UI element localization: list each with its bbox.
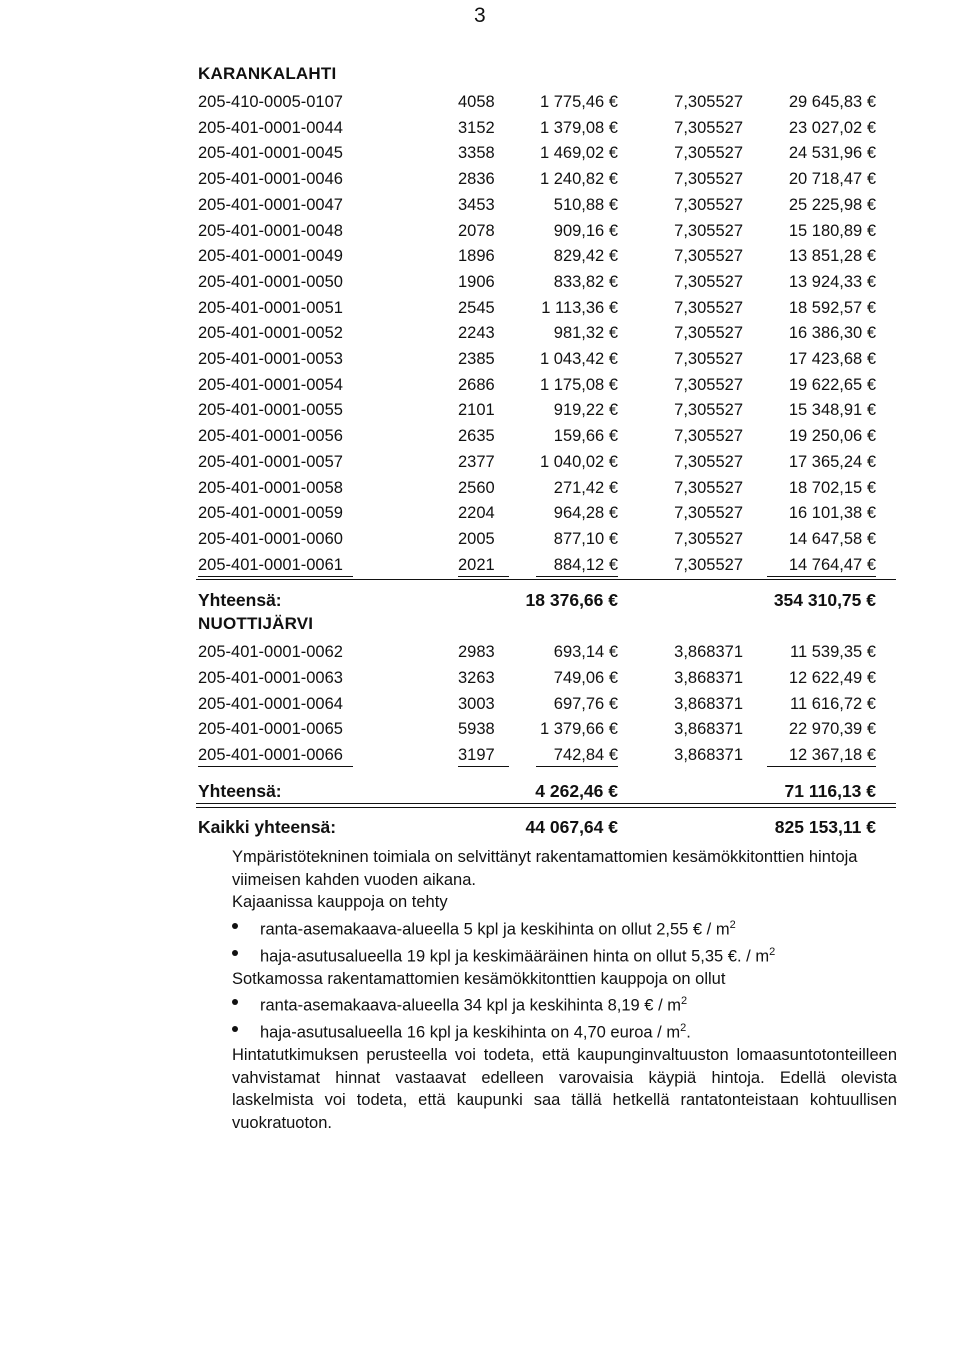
table-row [0, 746, 960, 768]
value: 15 180,89 € [788, 221, 876, 240]
table-row [0, 324, 960, 346]
area-m2: 2635 [458, 427, 495, 446]
property-id: 205-401-0001-0054 [198, 375, 343, 394]
table-row [0, 669, 960, 691]
value: 14 647,58 € [788, 529, 876, 548]
bullet-item [232, 941, 897, 968]
grand-total-row [0, 817, 960, 839]
price: 1 240,82 € [540, 170, 618, 189]
price: 1 113,36 € [541, 298, 618, 317]
bullet-item [232, 914, 897, 941]
coefficient: 7,305527 [674, 401, 743, 420]
price: 697,76 € [553, 694, 618, 713]
coefficient: 7,305527 [674, 195, 743, 214]
area-m2: 1896 [458, 247, 495, 266]
area-m2: 4058 [458, 93, 495, 111]
grand-total-label: Kaikki yhteensä: [198, 816, 337, 837]
property-id: 205-401-0001-0065 [198, 720, 343, 739]
value: 17 423,68 € [788, 350, 876, 368]
bullet-suffix: . [686, 1023, 691, 1042]
table-row [0, 530, 960, 552]
superscript: 2 [769, 945, 776, 958]
bullet-text: ranta-asemakaava-alueella 5 kpl ja keskihinta on ollut 2,55 € / m [260, 920, 730, 938]
table-row [0, 556, 960, 578]
coefficient: 3,868371 [674, 643, 743, 662]
total-price: 4 262,46 € [535, 780, 618, 801]
property-id: 205-410-0005-0107 [198, 93, 343, 111]
value: 12 622,49 € [788, 669, 876, 687]
bullet-dot-icon [232, 999, 238, 1005]
total-value: 71 116,13 € [784, 780, 876, 801]
value: 25 225,98 € [788, 195, 876, 214]
table-row [0, 479, 960, 501]
property-id: 205-401-0001-0056 [198, 427, 343, 446]
table-row [0, 222, 960, 244]
coefficient: 7,305527 [674, 504, 743, 523]
coefficient: 7,305527 [674, 427, 743, 446]
price: 271,42 € [553, 478, 618, 497]
area-m2: 2836 [458, 170, 495, 189]
coefficient: 3,868371 [674, 694, 743, 713]
coefficient: 3,868371 [674, 669, 743, 687]
coefficient: 7,305527 [674, 93, 743, 111]
area-m2: 2101 [458, 401, 495, 420]
total-price: 18 376,66 € [525, 590, 618, 611]
section-title: NUOTTIJÄRVI [198, 614, 314, 634]
price: 749,06 € [553, 669, 618, 687]
bullet-dot-icon [232, 1026, 238, 1032]
area-m2: 3263 [458, 669, 495, 687]
coefficient: 7,305527 [674, 350, 743, 368]
property-id: 205-401-0001-0062 [198, 643, 343, 662]
area-m2: 3003 [458, 694, 495, 713]
property-id: 205-401-0001-0059 [198, 504, 343, 523]
value: 20 718,47 € [788, 170, 876, 189]
property-id: 205-401-0001-0061 [198, 556, 353, 577]
kajaani-list [232, 914, 897, 968]
price: 833,82 € [553, 272, 618, 291]
coefficient: 7,305527 [674, 170, 743, 189]
property-id: 205-401-0001-0053 [198, 350, 343, 368]
property-id: 205-401-0001-0063 [198, 669, 343, 687]
value: 12 367,18 € [767, 746, 876, 767]
value: 11 539,35 € [790, 643, 876, 662]
table-row [0, 273, 960, 295]
bullet-dot-icon [232, 950, 238, 956]
value: 18 592,57 € [788, 298, 876, 317]
bullet-item [232, 1017, 897, 1044]
area-m2: 2021 [458, 556, 509, 577]
table-row [0, 453, 960, 475]
table-row [0, 643, 960, 665]
area-m2: 5938 [458, 720, 495, 739]
conclusion-paragraph: Hintatutkimuksen perusteella voi todeta, että kaupunginvaltuuston lomaasuntotonteilleen vahvistamat hinnat vastaavat edelleen varovaisia käypiä hintoja. Edellä olevista laskelmista voi todeta, että kaupunki saa tällä hetkellä rantatonteistaan kohtuullisen vuokratuoton. [232, 1046, 897, 1132]
bullet-text: haja-asutusalueella 19 kpl ja keskimääräinen hinta on ollut 5,35 €. / m [260, 947, 770, 965]
coefficient: 7,305527 [674, 144, 743, 163]
area-m2: 2243 [458, 324, 495, 343]
price: 1 175,08 € [540, 375, 618, 394]
price: 964,28 € [553, 504, 618, 523]
property-id: 205-401-0001-0058 [198, 478, 343, 497]
price: 1 379,66 € [540, 720, 618, 739]
value: 11 616,72 € [790, 694, 876, 713]
property-id: 205-401-0001-0048 [198, 221, 343, 240]
area-m2: 2560 [458, 478, 495, 497]
price: 159,66 € [553, 427, 618, 446]
section-divider [196, 579, 896, 580]
property-id: 205-401-0001-0045 [198, 144, 343, 163]
price: 510,88 € [553, 195, 618, 214]
coefficient: 7,305527 [674, 272, 743, 291]
value: 22 970,39 € [788, 720, 876, 739]
price: 919,22 € [553, 401, 618, 420]
area-m2: 2204 [458, 504, 495, 523]
value: 16 386,30 € [788, 324, 876, 343]
property-id: 205-401-0001-0060 [198, 529, 343, 548]
price: 1 043,42 € [540, 350, 618, 368]
area-m2: 2983 [458, 643, 495, 662]
area-m2: 2078 [458, 221, 495, 240]
table-row [0, 350, 960, 372]
table-row [0, 695, 960, 717]
price: 742,84 € [536, 746, 618, 767]
area-m2: 2005 [458, 529, 495, 548]
property-id: 205-401-0001-0044 [198, 118, 343, 137]
section-total-row [0, 590, 960, 612]
bullet-item [232, 990, 897, 1017]
kajaani-heading: Kajaanissa kauppoja on tehty [232, 893, 448, 911]
value: 15 348,91 € [788, 401, 876, 420]
bullet-dot-icon [232, 923, 238, 929]
table-row [0, 170, 960, 192]
total-label: Yhteensä: [198, 590, 282, 611]
table-row [0, 401, 960, 423]
table-row [0, 144, 960, 166]
sotkamo-heading: Sotkamossa rakentamattomien kesämökkitonttien kauppoja on ollut [232, 969, 726, 988]
bullet-text: haja-asutusalueella 16 kpl ja keskihinta on 4,70 euroa / m [260, 1023, 681, 1042]
price: 1 775,46 € [540, 93, 618, 111]
grand-total-value: 825 153,11 € [774, 816, 876, 837]
value: 19 250,06 € [788, 427, 876, 446]
area-m2: 3358 [458, 144, 495, 163]
total-value: 354 310,75 € [773, 590, 876, 611]
area-m2: 2385 [458, 350, 495, 368]
price: 1 379,08 € [540, 118, 618, 137]
value: 13 851,28 € [788, 247, 876, 266]
grand-total-price: 44 067,64 € [525, 816, 618, 837]
price: 829,42 € [553, 247, 618, 266]
area-m2: 1906 [458, 272, 495, 291]
price: 884,12 € [536, 556, 618, 577]
area-m2: 3197 [458, 746, 509, 767]
property-id: 205-401-0001-0066 [198, 746, 353, 767]
price: 693,14 € [553, 643, 618, 662]
area-m2: 2686 [458, 375, 495, 394]
table-row [0, 247, 960, 269]
value: 17 365,24 € [788, 452, 876, 471]
superscript: 2 [680, 995, 688, 1007]
value: 19 622,65 € [788, 375, 876, 394]
price: 1 469,02 € [540, 144, 618, 163]
summary-text [232, 846, 897, 1134]
property-id: 205-401-0001-0051 [198, 298, 343, 317]
total-divider [196, 803, 896, 808]
area-m2: 2545 [458, 298, 495, 317]
table-row [0, 196, 960, 218]
table-row [0, 504, 960, 526]
page-number: 3 [474, 4, 486, 27]
table-row [0, 427, 960, 449]
total-label: Yhteensä: [198, 780, 282, 801]
section-total-row [0, 781, 960, 803]
price: 877,10 € [553, 529, 618, 548]
property-id: 205-401-0001-0047 [198, 195, 343, 214]
value: 16 101,38 € [788, 504, 876, 523]
coefficient: 7,305527 [674, 555, 743, 574]
table-row [0, 720, 960, 742]
area-m2: 3152 [458, 118, 495, 137]
coefficient: 7,305527 [674, 221, 743, 240]
property-id: 205-401-0001-0064 [198, 694, 343, 713]
value: 18 702,15 € [788, 478, 876, 497]
price: 909,16 € [553, 221, 618, 240]
property-id: 205-401-0001-0057 [198, 452, 343, 471]
value: 23 027,02 € [788, 118, 876, 137]
value: 24 531,96 € [788, 144, 876, 163]
coefficient: 7,305527 [674, 478, 743, 497]
property-id: 205-401-0001-0055 [198, 401, 343, 420]
intro-paragraph: Ympäristötekninen toimiala on selvittänyt rakentamattomien kesämökkitonttien hintoja viimeisen kahden vuoden aikana. [232, 848, 858, 889]
coefficient: 3,868371 [674, 746, 743, 765]
area-m2: 3453 [458, 195, 495, 214]
coefficient: 7,305527 [674, 375, 743, 394]
property-id: 205-401-0001-0050 [198, 272, 343, 291]
price: 1 040,02 € [540, 452, 618, 471]
table-row [0, 93, 960, 115]
superscript: 2 [729, 918, 736, 931]
coefficient: 7,305527 [674, 529, 743, 548]
property-id: 205-401-0001-0049 [198, 247, 343, 266]
value: 29 645,83 € [788, 93, 876, 111]
coefficient: 7,305527 [674, 298, 743, 317]
superscript: 2 [680, 1022, 687, 1034]
coefficient: 7,305527 [674, 118, 743, 137]
area-m2: 2377 [458, 452, 495, 471]
coefficient: 7,305527 [674, 247, 743, 266]
coefficient: 3,868371 [674, 720, 743, 739]
property-id: 205-401-0001-0046 [198, 170, 343, 189]
bullet-text: ranta-asemakaava-alueella 34 kpl ja keskihinta 8,19 € / m [260, 996, 681, 1015]
table-row [0, 376, 960, 398]
sotkamo-list [232, 990, 897, 1044]
coefficient: 7,305527 [674, 324, 743, 343]
value: 14 764,47 € [767, 556, 876, 577]
property-id: 205-401-0001-0052 [198, 324, 343, 343]
coefficient: 7,305527 [674, 452, 743, 471]
price: 981,32 € [553, 324, 618, 343]
table-row [0, 119, 960, 141]
section-title: KARANKALAHTI [198, 64, 337, 83]
table-row [0, 299, 960, 321]
value: 13 924,33 € [788, 272, 876, 291]
